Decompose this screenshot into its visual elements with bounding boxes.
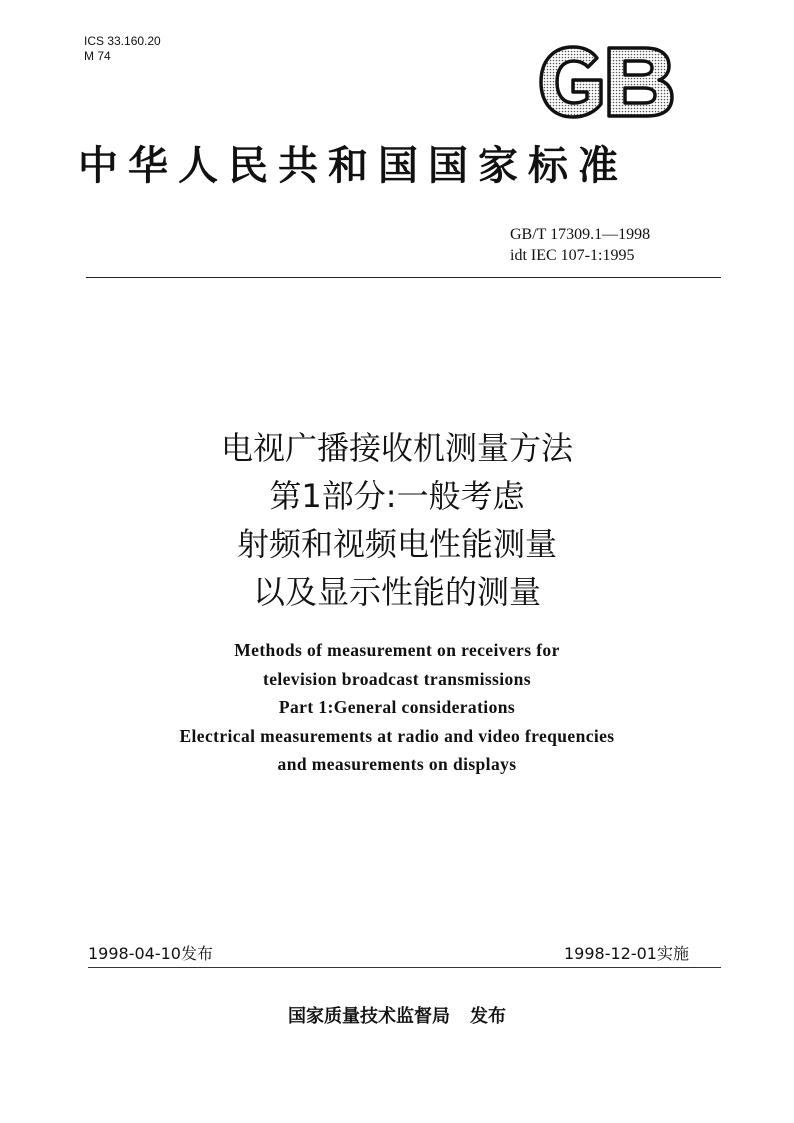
- standard-idt: idt IEC 107-1:1995: [510, 247, 635, 264]
- chinese-title-line: 第1部分:一般考虑: [269, 477, 525, 515]
- chinese-title-line: 以及显示性能的测量: [252, 573, 541, 611]
- english-title-line: Methods of measurement on receivers for: [234, 640, 560, 660]
- standard-number: GB/T 17309.1—1998: [510, 226, 651, 243]
- logo-text: GB: [537, 44, 539, 45]
- implementation-date: 1998-12-01实施: [564, 944, 689, 963]
- publisher-name: 国家质量技术监督局: [288, 1006, 450, 1027]
- chinese-title-line: 射频和视频电性能测量: [236, 525, 557, 563]
- ics-code: ICS 33.160.20: [84, 34, 161, 48]
- publisher-action: 发布: [470, 1006, 506, 1027]
- english-title-line: Electrical measurements at radio and video frequencies: [179, 725, 615, 746]
- national-standard-title: 中华人民共和国国家标准: [78, 142, 628, 189]
- ccs-code: M 74: [84, 49, 111, 63]
- gb-logo: [537, 44, 675, 120]
- chinese-title-line: 电视广播接收机测量方法: [220, 429, 573, 467]
- classification-codes: [84, 34, 161, 64]
- english-title-line: television broadcast transmissions: [262, 668, 532, 689]
- top-divider: [86, 277, 721, 278]
- english-title: [0, 636, 794, 779]
- english-title-line: and measurements on displays: [277, 754, 517, 774]
- bottom-divider: [88, 967, 721, 968]
- publisher: [0, 1005, 794, 1029]
- issue-date: 1998-04-10发布: [88, 944, 213, 963]
- chinese-title: [0, 424, 794, 616]
- english-title-line: Part 1:General considerations: [278, 697, 516, 717]
- standard-code: [510, 224, 720, 266]
